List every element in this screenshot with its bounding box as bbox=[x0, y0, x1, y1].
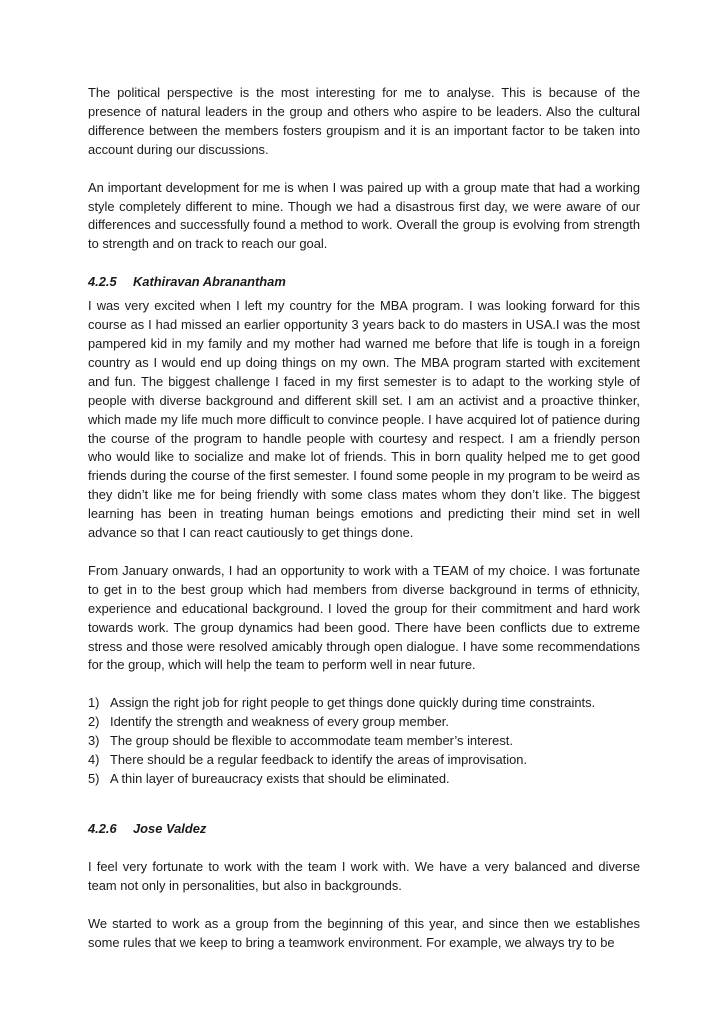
paragraph-team-of-choice: From January onwards, I had an opportunity to work with a TEAM of my choice. I was fortunate to get in to the best group which had members from diverse background in terms of ethnicity, experience and educational background. I loved the group for their commitment and hard work towards work. The group dynamics had been good. There have been conflicts due to extreme stress and those were resolved amicably through open dialogue. I have some recommendations for the group, which will help the team to perform well in near future. bbox=[88, 562, 640, 673]
list-item bbox=[88, 751, 640, 770]
section-heading-4-2-5 bbox=[88, 273, 640, 292]
paragraph-group-rules: We started to work as a group from the beginning of this year, and since then we establishes some rules that we keep to bring a teamwork environment. For example, we always try to be bbox=[88, 915, 640, 950]
section-number: 4.2.5 bbox=[88, 274, 117, 290]
list-text: There should be a regular feedback to identify the areas of improvisation. bbox=[110, 752, 528, 768]
list-text: Assign the right job for right people to get things done quickly during time constraints. bbox=[110, 695, 596, 711]
paragraph-political-perspective: The political perspective is the most interesting for me to analyse. This is because of the presence of natural leaders in the group and others who aspire to be leaders. Also the cultural difference between the members fosters groupism and it is an important factor to be taken into account during our discussions. bbox=[88, 85, 640, 157]
list-number: 3) bbox=[88, 733, 100, 749]
list-item bbox=[88, 713, 640, 732]
section-title: Kathiravan Abranantham bbox=[133, 274, 286, 290]
list-text: A thin layer of bureaucracy exists that should be eliminated. bbox=[110, 771, 450, 786]
list-number: 1) bbox=[88, 695, 100, 711]
section-heading-4-2-6 bbox=[88, 820, 640, 839]
list-item bbox=[88, 694, 640, 713]
section-title: Jose Valdez bbox=[133, 820, 207, 836]
recommendations-list bbox=[88, 694, 640, 789]
list-number: 4) bbox=[88, 752, 100, 768]
section-number: 4.2.6 bbox=[88, 820, 117, 836]
list-text: The group should be flexible to accommodate team member’s interest. bbox=[110, 733, 513, 749]
list-text: Identify the strength and weakness of every group member. bbox=[110, 714, 449, 730]
paragraph-fortunate-team: I feel very fortunate to work with the team I work with. We have a very balanced and diverse team not only in personalities, but also in backgrounds. bbox=[88, 858, 640, 893]
paragraph-mba-experience: I was very excited when I left my country for the MBA program. I was looking forward for this course as I had missed an earlier opportunity 3 years back to do masters in USA.I was the most pampered kid in my family and my mother had warned me before that life is tough in a foreign country as I would end up doing things on my own. The MBA program started with excitement and fun. The biggest challenge I faced in my first semester is to adapt to the working style of people with diverse background and different skill set. I am an activist and a proactive thinker, which made my life much more difficult to convince people. I have acquired lot of patience during the course of the program to handle people with courtesy and respect. I am a friendly person who would like to socialize and make lot of friends. This in born quality helped me to get good friends during the course of the first semester. I found some people in my program to be weird as they didn’t like me for being friendly with some class mates whom they don’t like. The biggest learning has been in treating human beings emotions and predicting their mind set in well advance so that I can react cautiously to get things done. bbox=[88, 298, 640, 541]
list-item bbox=[88, 732, 640, 751]
paragraph-important-development: An important development for me is when I was paired up with a group mate that had a working style completely different to mine. Though we had a disastrous first day, we were aware of our differences and successfully found a method to work. Overall the group is evolving from strength to strength and on track to reach our goal. bbox=[88, 179, 640, 252]
list-number: 2) bbox=[88, 714, 100, 730]
list-number: 5) bbox=[88, 771, 100, 786]
document-page bbox=[88, 84, 640, 952]
list-item bbox=[88, 770, 640, 789]
